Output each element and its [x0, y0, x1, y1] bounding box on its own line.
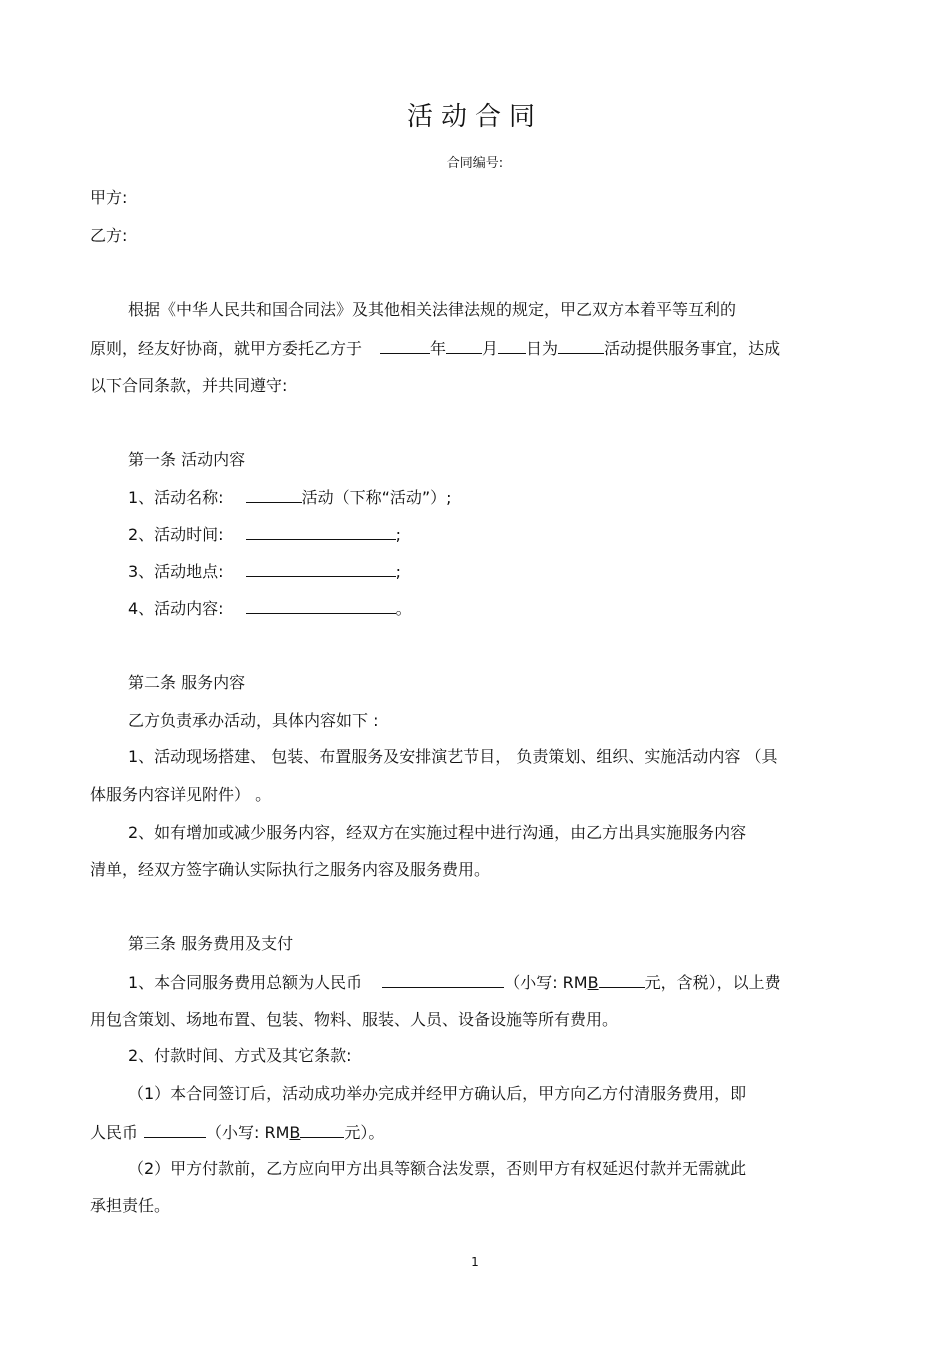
activity-content-blank — [246, 598, 396, 614]
article-3-sub-2-line-1: （2）甲方付款前，乙方应向甲方出具等额合法发票，否则甲方有权延迟付款并无需就此 — [128, 1159, 747, 1178]
preamble-text-a: 原则，经友好协商，就甲方委托乙方于 — [90, 339, 363, 358]
year-blank — [380, 338, 430, 354]
fee-total-blank — [382, 972, 504, 988]
article-2-heading: 第二条 服务内容 — [128, 673, 246, 692]
day-label: 日为 — [526, 339, 559, 358]
party-a-label: 甲方: — [90, 188, 128, 207]
month-label: 月 — [482, 339, 499, 358]
preamble-line-2 — [90, 338, 780, 359]
activity-location-suffix: ; — [395, 562, 401, 581]
preamble-line-3: 以下合同条款，并共同遵守: — [90, 376, 288, 395]
month-blank — [446, 338, 482, 354]
activity-name-suffix: 活动（下称“活动”）; — [301, 488, 452, 507]
activity-name-label: 1、活动名称: — [128, 488, 224, 507]
page-number: 1 — [471, 1255, 479, 1269]
article-2-para-2-line-1: 2、如有增加或减少服务内容，经双方在实施过程中进行沟通，由乙方出具实施服务内容 — [128, 823, 747, 842]
article-3-sub-1-line-2 — [90, 1122, 384, 1143]
contract-number-label: 合同编号: — [446, 156, 504, 171]
activity-time-blank — [246, 524, 396, 540]
year-label: 年 — [430, 339, 447, 358]
article-3-para-1-line-1 — [128, 972, 781, 993]
article-3-para-2: 2、付款时间、方式及其它条款: — [128, 1046, 352, 1065]
article-2-para-2-line-2: 清单，经双方签字确认实际执行之服务内容及服务费用。 — [90, 860, 491, 879]
preamble-text-b: 活动提供服务事宜，达成 — [604, 339, 781, 358]
fee-currency-b: B — [587, 973, 599, 992]
article-1-item-1 — [128, 487, 452, 508]
fee-total-label: 1、本合同服务费用总额为人民币 — [128, 973, 363, 992]
article-2-intro: 乙方负责承办活动，具体内容如下 : — [128, 711, 379, 730]
article-2-para-1-line-2: 体服务内容详见附件） 。 — [90, 785, 272, 804]
preamble-line-1: 根据《中华人民共和国合同法》及其他相关法律法规的规定，甲乙双方本着平等互利的 — [128, 300, 737, 319]
payment-suffix: 元）。 — [344, 1123, 385, 1142]
activity-name-blank — [246, 487, 302, 503]
article-3-para-1-line-2: 用包含策划、场地布置、包装、物料、服装、人员、设备设施等所有费用。 — [90, 1010, 619, 1029]
fee-lowercase-label: （小写: RM — [504, 973, 588, 992]
article-1-item-2 — [128, 524, 401, 545]
payment-rmb-label: 人民币 — [90, 1123, 139, 1142]
article-2-para-1-line-1: 1、活动现场搭建、 包装、布置服务及安排演艺节目， 负责策划、组织、实施活动内容 （具 — [128, 747, 778, 766]
activity-location-blank — [246, 561, 396, 577]
payment-currency-b: B — [289, 1123, 301, 1142]
activity-time-label: 2、活动时间: — [128, 525, 224, 544]
payment-lowercase-label: （小写: RM — [206, 1123, 290, 1142]
article-1-item-3 — [128, 561, 401, 582]
activity-location-label: 3、活动地点: — [128, 562, 224, 581]
page-title: 活动合同 — [406, 102, 543, 132]
activity-content-label: 4、活动内容: — [128, 599, 224, 618]
fee-lowercase-blank — [599, 972, 645, 988]
fee-tax-note: 元，含税），以上费 — [644, 973, 781, 992]
article-1-heading: 第一条 活动内容 — [128, 450, 246, 469]
payment-amount-blank — [144, 1122, 206, 1138]
activity-content-suffix: 。 — [395, 599, 412, 618]
article-1-item-4 — [128, 598, 412, 619]
article-3-sub-1-line-1: （1）本合同签订后，活动成功举办完成并经甲方确认后，甲方向乙方付清服务费用，即 — [128, 1084, 747, 1103]
activity-time-suffix: ; — [395, 525, 401, 544]
payment-lowercase-blank — [300, 1122, 344, 1138]
article-3-sub-2-line-2: 承担责任。 — [90, 1196, 171, 1215]
day-blank — [498, 338, 526, 354]
activity-blank — [558, 338, 604, 354]
party-b-label: 乙方: — [90, 226, 128, 245]
article-3-heading: 第三条 服务费用及支付 — [128, 934, 294, 953]
